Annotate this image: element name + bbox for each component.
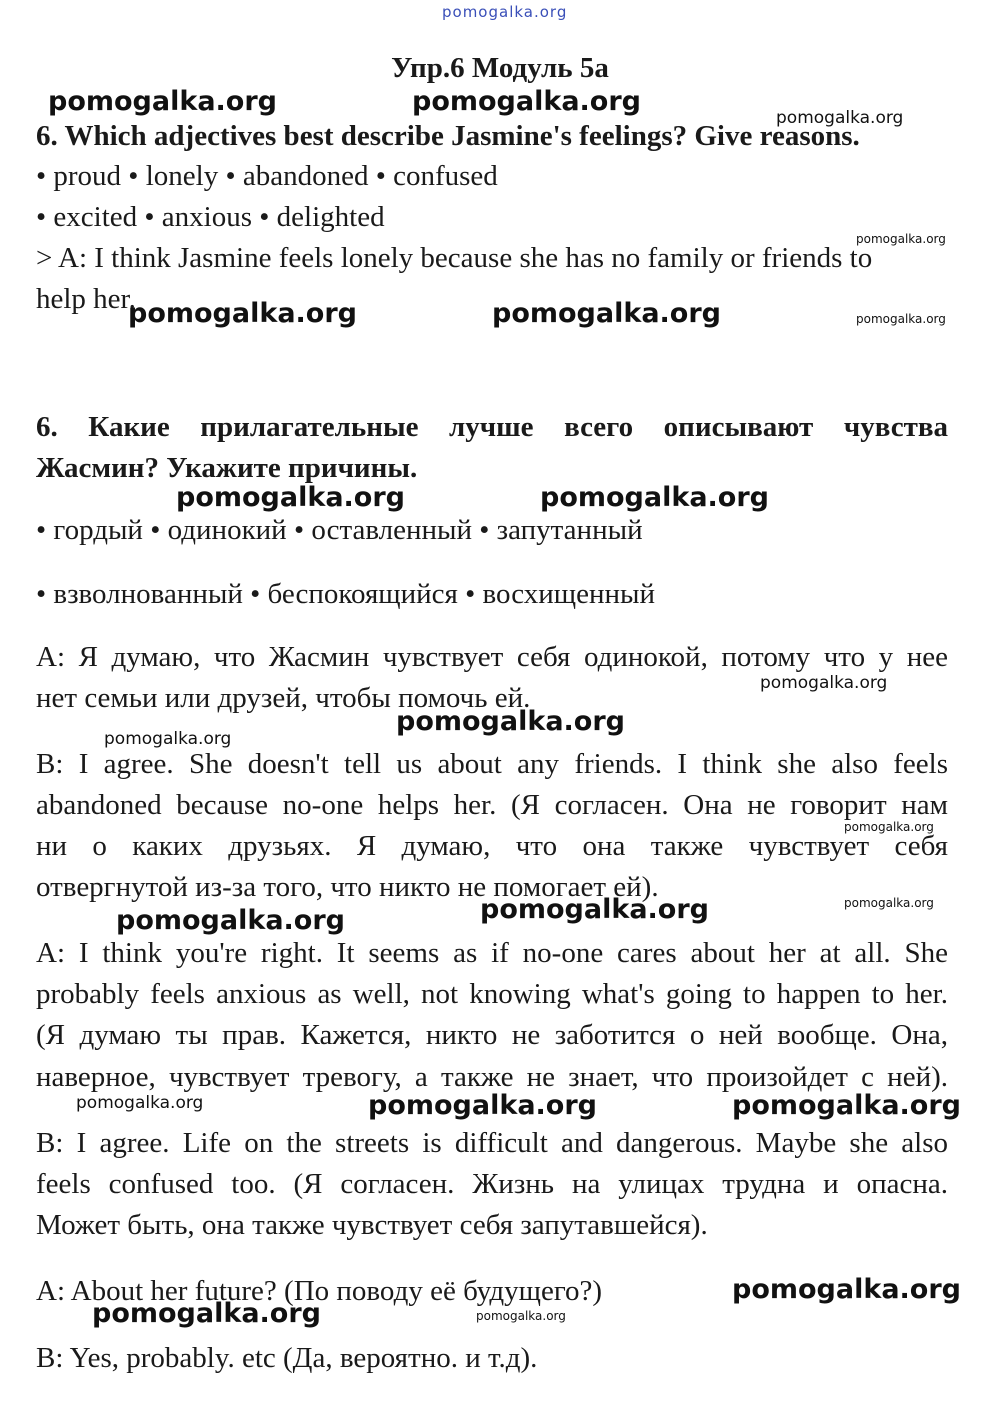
en-options-line-1: • proud • lonely • abandoned • confused [36,160,498,192]
dialogue-b3-line-1: B: Yes, probably. etc (Да, вероятно. и т.д). [36,1342,538,1374]
page-title: Упр.6 Модуль 5а [391,52,609,84]
watermark: pomogalka.org [412,86,641,117]
watermark: pomogalka.org [732,1090,961,1121]
watermark: pomogalka.org [476,1309,566,1323]
watermark: pomogalka.org [76,1093,204,1113]
watermark: pomogalka.org [116,905,345,936]
dialogue-b2-line-2: feels confused too. (Я согласен. Жизнь на улицах трудна и опасна. [36,1168,948,1200]
watermark: pomogalka.org [396,706,625,737]
watermark: pomogalka.org [92,1298,321,1329]
dialogue-a2-line-2: probably feels anxious as well, not knowing what's going to happen to her. [36,978,948,1010]
dialogue-a1-line-1: A: Я думаю, что Жасмин чувствует себя одинокой, потому что у нее [36,641,948,673]
watermark: pomogalka.org [48,86,277,117]
en-options-line-2: • excited • anxious • delighted [36,201,385,233]
en-task-heading: 6. Which adjectives best describe Jasmine's feelings? Give reasons. [36,120,860,152]
watermark: pomogalka.org [844,896,934,910]
watermark: pomogalka.org [128,298,357,329]
ru-task-heading-line-2: Жасмин? Укажите причины. [36,452,418,484]
watermark: pomogalka.org [856,312,946,326]
watermark: pomogalka.org [732,1274,961,1305]
dialogue-b1-line-4: отвергнутой из-за того, что никто не помогает ей). [36,871,659,903]
dialogue-a1-line-2: нет семьи или друзей, чтобы помочь ей. [36,682,531,714]
watermark: pomogalka.org [104,729,232,749]
dialogue-a2-line-4: наверное, чувствует тревогу, а также не знает, что произойдет с ней). [36,1061,948,1093]
dialogue-a3-line-1: A: About her future? (По поводу её будущего?) [36,1275,603,1307]
dialogue-b2-line-1: B: I agree. Life on the streets is difficult and dangerous. Maybe she also [36,1127,948,1159]
watermark: pomogalka.org [776,108,904,128]
watermark-top: pomogalka.org [442,3,568,21]
ru-options-line-1: • гордый • одинокий • оставленный • запутанный [36,514,643,546]
watermark: pomogalka.org [844,820,934,834]
en-example-line-1: > A: I think Jasmine feels lonely because she has no family or friends to [36,242,873,274]
watermark: pomogalka.org [540,482,769,513]
en-example-line-2: help her. [36,283,136,315]
dialogue-b1-line-3: ни о каких друзьях. Я думаю, что она также чувствует себя [36,830,948,862]
dialogue-a2-line-3: (Я думаю ты прав. Кажется, никто не заботится о ней вообще. Она, [36,1019,948,1051]
dialogue-b2-line-3: Может быть, она также чувствует себя запутавшейся). [36,1209,708,1241]
watermark: pomogalka.org [480,894,709,925]
ru-options-line-2: • взволнованный • беспокоящийся • восхищенный [36,578,655,610]
ru-task-heading-line-1: 6. Какие прилагательные лучше всего описывают чувства [36,411,948,443]
dialogue-a2-line-1: A: I think you're right. It seems as if no-one cares about her at all. She [36,937,948,969]
dialogue-b1-line-1: B: I agree. She doesn't tell us about any friends. I think she also feels [36,748,948,780]
watermark: pomogalka.org [176,482,405,513]
watermark: pomogalka.org [760,673,888,693]
dialogue-b1-line-2: abandoned because no-one helps her. (Я согласен. Она не говорит нам [36,789,948,821]
watermark: pomogalka.org [492,298,721,329]
watermark: pomogalka.org [856,232,946,246]
watermark: pomogalka.org [368,1090,597,1121]
